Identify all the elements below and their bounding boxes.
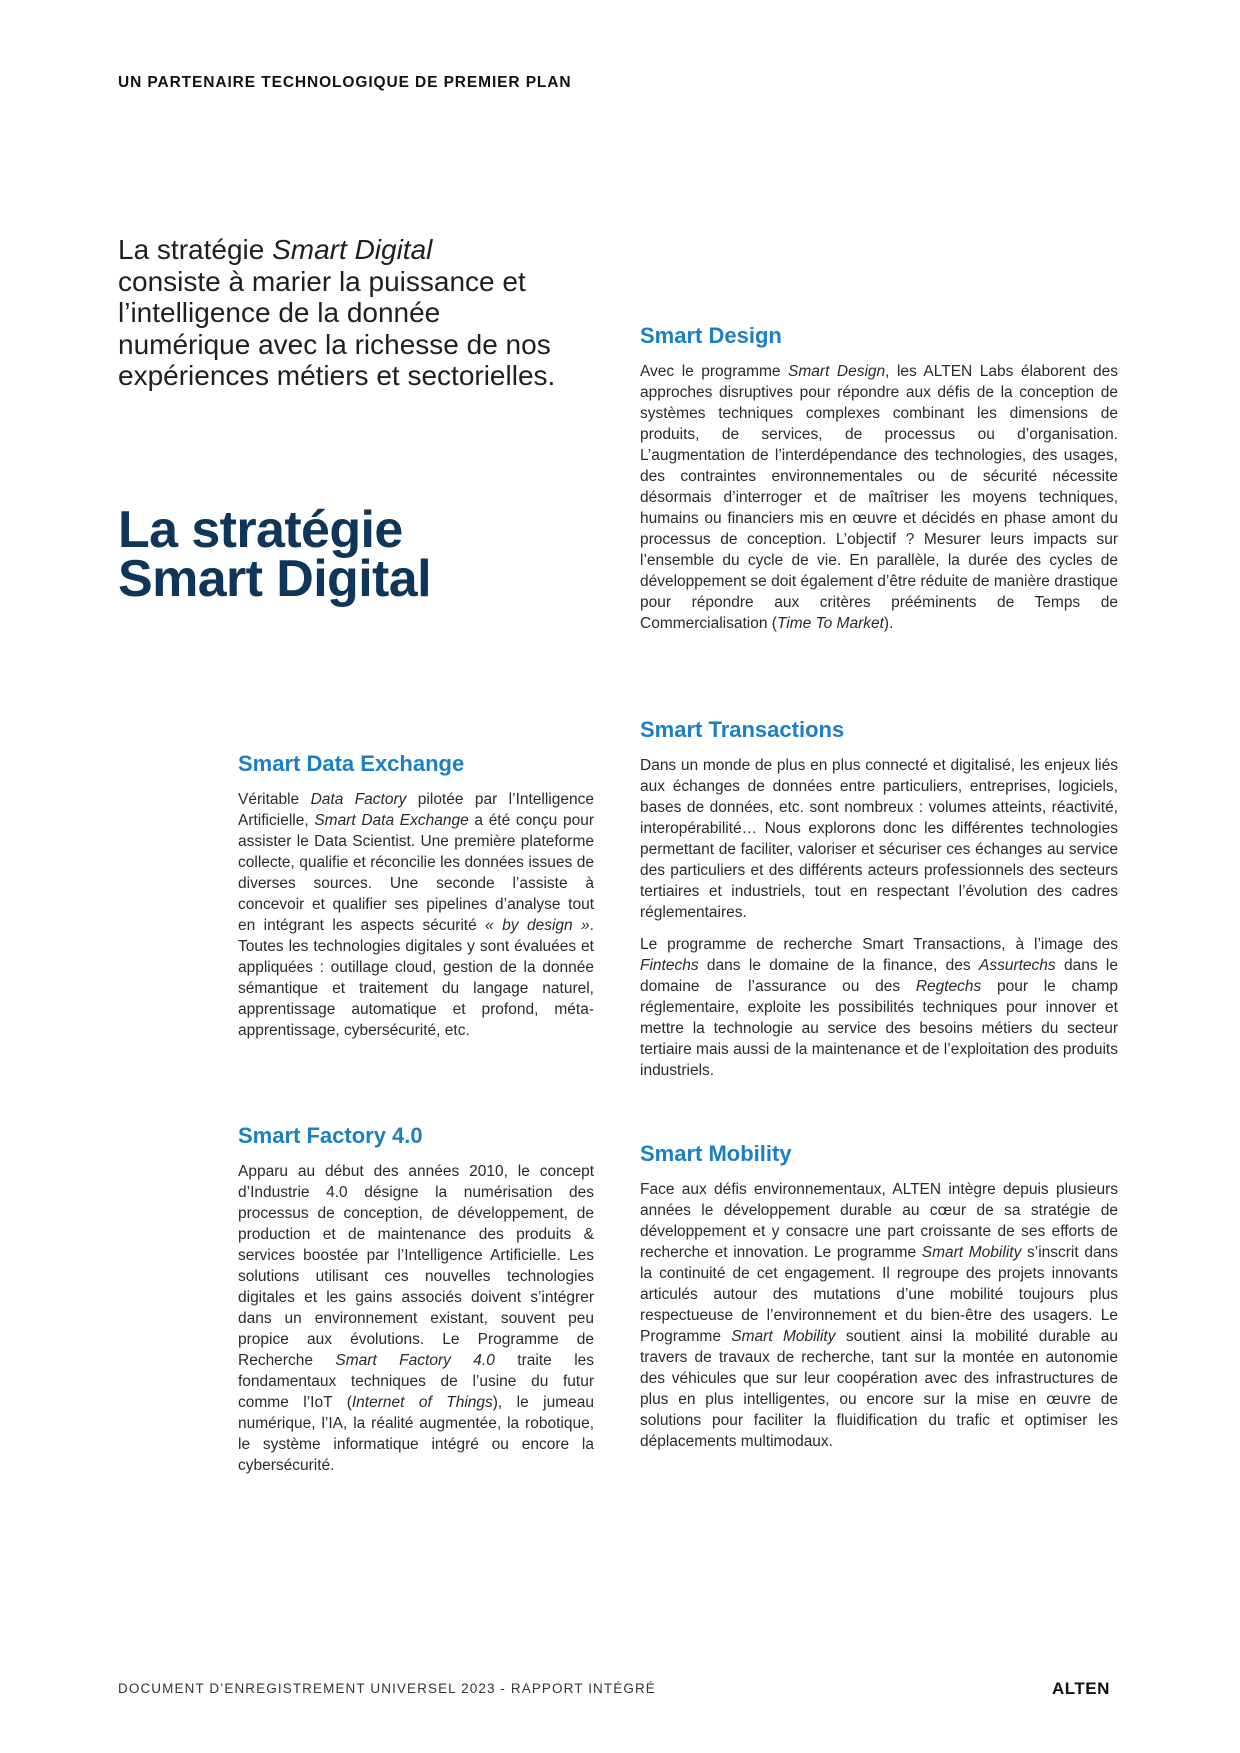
footer-document-label: DOCUMENT D’ENREGISTREMENT UNIVERSEL 2023 - RAPPORT INTÉGRÉ bbox=[118, 1681, 656, 1696]
smart-mobility-paragraph: Face aux défis environnementaux, ALTEN intègre depuis plusieurs années le développement durable au cœur de sa stratégie de développement et y consacre une part croissante de ses efforts de recherche et innovation. Le programme Smart Mobility s’inscrit dans la continuité de cet engagement. Il regroupe des projets innovants articulés autour des mutations d’une mobilité toujours plus respectueuse de l’environnement et du bien-être des usagers. Le Programme Smart Mobility soutient ainsi la mobilité durable au travers de travaux de recherche, tant sur la montée en autonomie des véhicules que sur leur coopération avec des infrastructures de plus en plus intelligentes, ou encore sur la mise en œuvre de solutions pour faciliter la fluidification du trafic et optimiser les déplacements multimodaux. bbox=[640, 1181, 1118, 1450]
smart-transactions-section bbox=[640, 716, 1118, 1092]
smart-mobility-section bbox=[640, 1140, 1118, 1463]
smart-transactions-paragraph-2: Le programme de recherche Smart Transactions, à l’image des Fintechs dans le domaine de la finance, des Assurtechs dans le domaine de l’assurance ou des Regtechs pour le champ réglementaire, exploite les possibilités techniques pour innover et mettre la technologie au service des besoins métiers du secteur tertiaire mais aussi de la maintenance et de l’exploitation des produits industriels. bbox=[640, 936, 1118, 1079]
smart-transactions-paragraph-1: Dans un monde de plus en plus connecté et digitalisé, les enjeux liés aux échanges de données entre particuliers, entreprises, logiciels, bases de données, etc. sont nombreux : volumes atteints, réactivité, interopérabilité… Nous explorons donc les différentes technologies permettant de faciliter, valoriser et sécuriser ces échanges au service des particuliers et des différents acteurs professionnels des secteurs tertiaires et industriels, tout en respectant l’évolution des cadres réglementaires. bbox=[640, 757, 1118, 921]
smart-data-exchange-paragraph: Véritable Data Factory pilotée par l’Intelligence Artificielle, Smart Data Exchange a été conçu pour assister le Data Scientist. Une première plateforme collecte, qualifie et réconcilie les données issues de diverses sources. Une seconde l’assiste à concevoir et qualifier ses pipelines d’analyse tout en intégrant les aspects sécurité « by design ». Toutes les technologies digitales y sont évaluées et appliquées : outillage cloud, gestion de la donnée sémantique et traitement du langage naturel, apprentissage automatique et profond, méta-apprentissage, cybersécurité, etc. bbox=[238, 791, 594, 1039]
footer-brand-logo: ALTEN bbox=[1052, 1679, 1110, 1698]
section-label: UN PARTENAIRE TECHNOLOGIQUE DE PREMIER PLAN bbox=[118, 74, 572, 91]
smart-factory-paragraph: Apparu au début des années 2010, le concept d’Industrie 4.0 désigne la numérisation des processus de conception, de développement, de production et de maintenance des produits & services boostée par l’Intelligence Artificielle. Les solutions utilisant ces nouvelles technologies digitales et les gains associés doivent s’intégrer dans un environnement existant, souvent peu propice aux évolutions. Le Programme de Recherche Smart Factory 4.0 traite les fondamentaux techniques de l’usine du futur comme l’IoT (Internet of Things), le jumeau numérique, l’IA, la réalité augmentée, la robotique, le système informatique intégré ou encore la cybersécurité. bbox=[238, 1163, 595, 1474]
smart-data-exchange-heading: Smart Data Exchange bbox=[238, 751, 465, 776]
smart-design-heading: Smart Design bbox=[640, 323, 782, 348]
smart-factory-section bbox=[238, 1122, 594, 1487]
smart-data-exchange-section bbox=[238, 750, 594, 1052]
intro-statement: La stratégie Smart Digital consiste à marier la puissance et l’intelligence de la donnée numérique avec la richesse de nos expériences métiers et sectorielles. bbox=[118, 234, 556, 391]
smart-design-section bbox=[640, 322, 1118, 645]
smart-mobility-heading: Smart Mobility bbox=[640, 1141, 792, 1166]
smart-design-paragraph: Avec le programme Smart Design, les ALTEN Labs élaborent des approches disruptives pour répondre aux défis de la conception de systèmes techniques complexes combinant les dimensions de produits, de services, de processus ou d’organisation. L’augmentation de l’interdépendance des technologies, des usages, des contraintes environnementales ou de sécurité nécessite désormais d’interroger et de maîtriser les moyens techniques, humains ou financiers mis en œuvre et décidés en phase amont du processus de conception. L’objectif ? Mesurer leurs impacts sur l’ensemble du cycle de vie. En parallèle, la durée des cycles de développement se doit également d’être réduite de manière drastique pour répondre aux critères prééminents de Temps de Commercialisation (Time To Market). bbox=[640, 363, 1118, 632]
smart-factory-heading: Smart Factory 4.0 bbox=[238, 1123, 423, 1148]
page-title: La stratégie Smart Digital bbox=[118, 501, 431, 608]
smart-transactions-heading: Smart Transactions bbox=[640, 717, 845, 742]
